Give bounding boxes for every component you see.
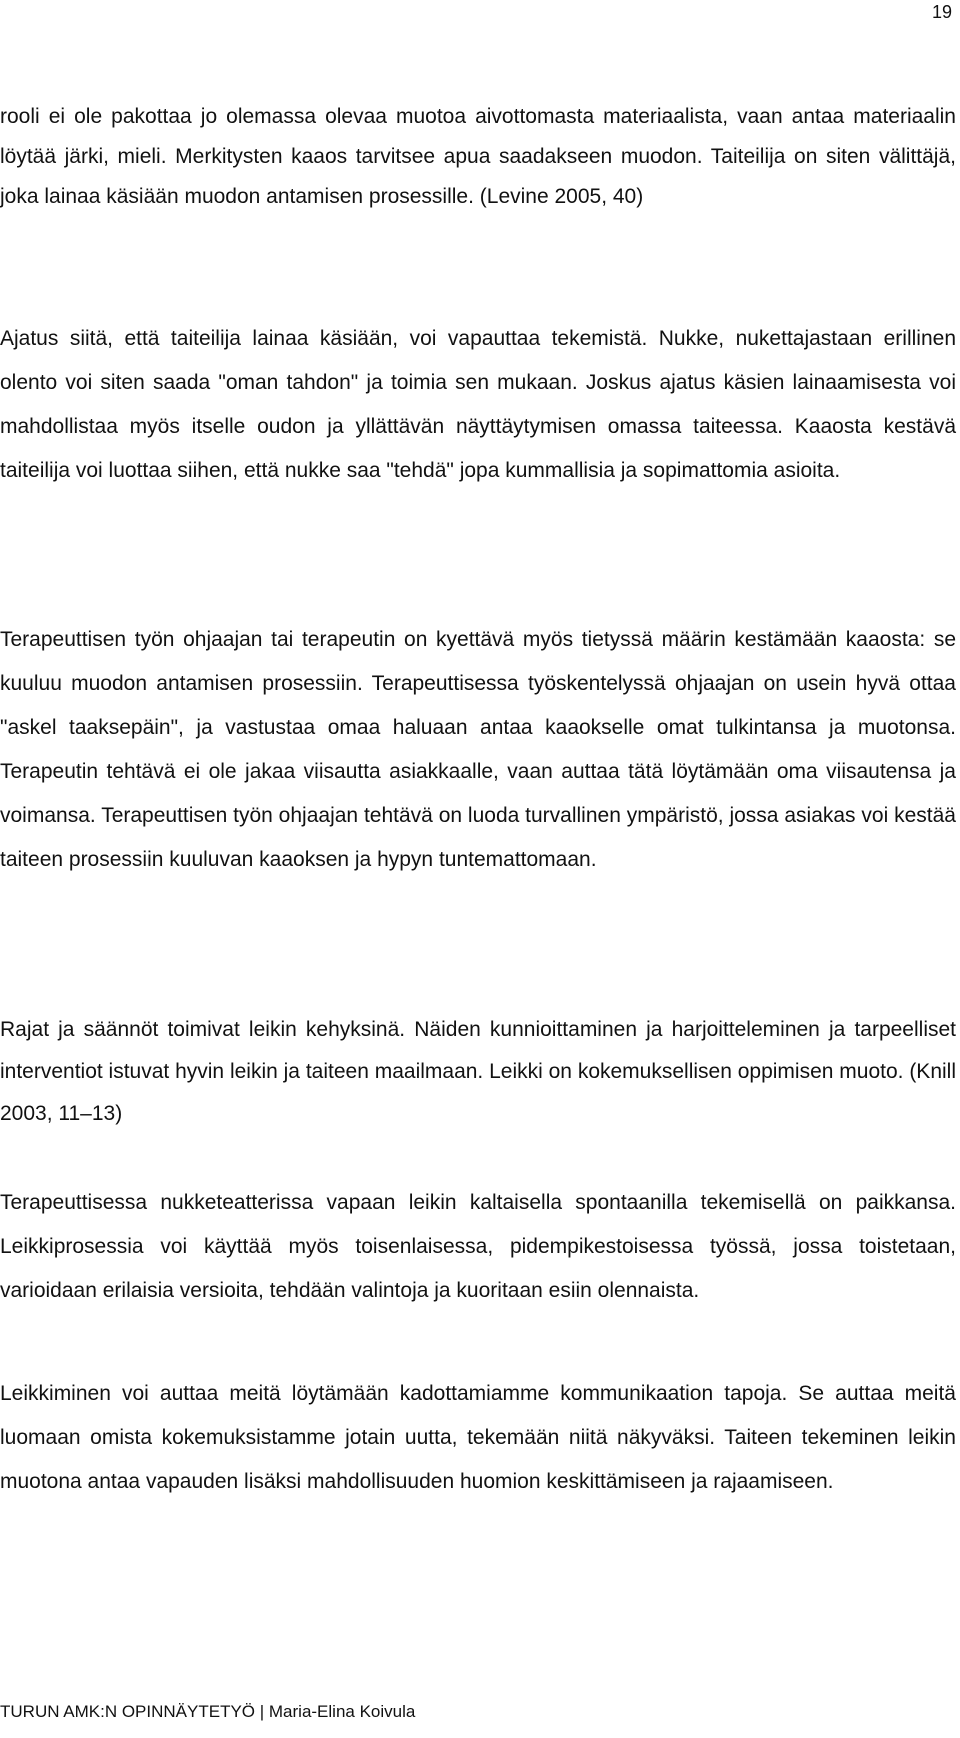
paragraph-rules-and-play: Rajat ja säännöt toimivat leikin kehyksinä. Näiden kunnioittaminen ja harjoitteleminen ja tarpeelliset interventiot istuvat hyvin leikin ja taiteen maailmaan. Leikki on kokemuksellisen oppimisen muoto. (Knill 2003, 11–13) — [0, 1018, 956, 1125]
paragraph-playing: Leikkiminen voi auttaa meitä löytämään kadottamiamme kommunikaation tapoja. Se auttaa meitä luomaan omista kokemuksistamme jotain uutta, tekemään niitä näkyväksi. Taiteen tekeminen leikin muotona antaa vapauden lisäksi mahdollisuuden huomion keskittämiseen ja rajaamiseen. — [0, 1382, 956, 1493]
paragraph-artist-hands: Ajatus siitä, että taiteilija lainaa käsiään, voi vapauttaa tekemistä. Nukke, nukettajastaan erillinen olento voi siten saada "oman tahdon" ja toimia sen mukaan. Joskus ajatus käsien lainaamisesta voi mahdollistaa myös itselle oudon ja yllättävän näyttäytymisen omassa taiteessa. Kaaosta kestävä taiteilija voi luottaa siihen, että nukke saa "tehdä" jopa kummallisia ja sopimattomia asioita. — [0, 327, 956, 482]
page-number: 19 — [931, 2, 952, 22]
paragraph-levine-quote: rooli ei ole pakottaa jo olemassa olevaa muotoa aivottomasta materiaalista, vaan antaa materiaalin löytää järki, mieli. Merkitysten kaaos tarvitsee apua saadakseen muodon. Taiteilija on siten välittäjä, joka lainaa käsiään muodon antamisen prosessille. (Levine 2005, 40) — [0, 105, 956, 208]
page-footer: TURUN AMK:N OPINNÄYTETYÖ | Maria-Elina Koivula — [0, 1702, 416, 1721]
paragraph-therapeutic-work: Terapeuttisen työn ohjaajan tai terapeutin on kyettävä myös tietyssä määrin kestämään kaaosta: se kuuluu muodon antamisen prosessiin. Terapeuttisessa työskentelyssä ohjaajan on usein hyvä ottaa "askel taaksepäin", ja vastustaa omaa haluaan antaa kaaokselle omat tulkintansa ja muotonsa. Terapeutin tehtävä ei ole jakaa viisautta asiakkaalle, vaan auttaa tätä löytämään oma viisautensa ja voimansa. Terapeuttisen työn ohjaajan tehtävä on luoda turvallinen ympäristö, jossa asiakas voi kestää taiteen prosessiin kuuluvan kaaoksen ja hypyn tuntemattomaan. — [0, 628, 956, 871]
paragraph-puppet-theatre: Terapeuttisessa nukketeatterissa vapaan leikin kaltaisella spontaanilla tekemisellä on paikkansa. Leikkiprosessia voi käyttää myös toisenlaisessa, pidempikestoisessa työssä, jossa toistetaan, varioidaan erilaisia versioita, tehdään valintoja ja kuoritaan esiin olennaista. — [0, 1191, 956, 1302]
